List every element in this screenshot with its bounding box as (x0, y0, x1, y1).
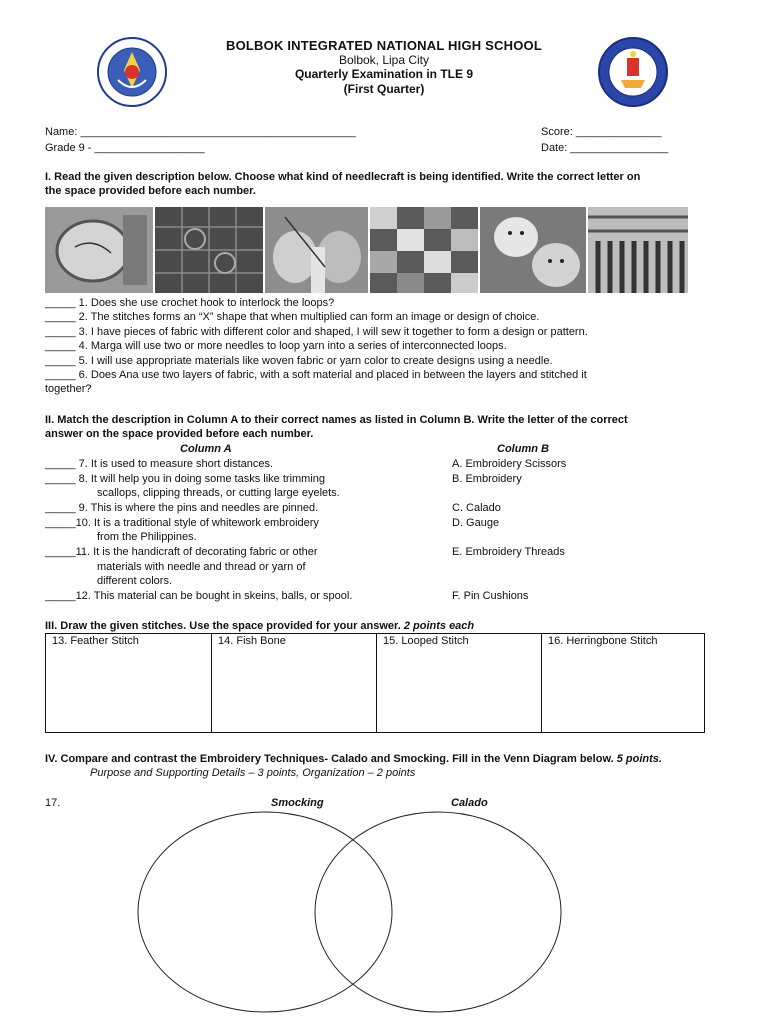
column-a-heading: Column A (180, 443, 232, 455)
part4-points: 5 points. (616, 753, 662, 765)
part1-instruction-cont: the space provided before each number. (45, 185, 256, 197)
choice-d: D. Gauge (452, 517, 500, 529)
part3-points: 2 points each (403, 620, 475, 632)
q6-cont: together? (45, 383, 92, 395)
q9: _____ 9. This is where the pins and needles are pinned. (45, 502, 319, 514)
knitting-photo (265, 207, 368, 293)
part1-instruction: I. Read the given description below. Choose what kind of needlecraft is being identified. Write the correct letter on (45, 171, 641, 183)
looped-stitch-cell[interactable]: 15. Looped Stitch (377, 634, 542, 733)
question-17-number: 17. (45, 797, 61, 809)
grade-field[interactable]: Grade 9 - __________________ (45, 142, 205, 154)
venn-right-circle[interactable] (315, 812, 561, 1012)
embroidery-hoop-photo (45, 207, 153, 293)
exam-title: Quarterly Examination in TLE 9 (294, 67, 474, 81)
exam-quarter: (First Quarter) (343, 82, 425, 96)
part3-instruction (45, 619, 474, 633)
part2-instruction: II. Match the description in Column A to their correct names as listed in Column B. Write the letter of the correct (45, 414, 628, 426)
name-field[interactable]: Name: _____________________________________________ (45, 126, 356, 138)
q10-cont: from the Philippines. (97, 531, 197, 543)
q2: _____ 2. The stitches forms an “X” shape that when multiplied can form an image or design of choice. (45, 311, 540, 323)
school-name: BOLBOK INTEGRATED NATIONAL HIGH SCHOOL (226, 38, 542, 53)
fish-bone-cell[interactable]: 14. Fish Bone (212, 634, 377, 733)
part4-instruction-text: IV. Compare and contrast the Embroidery Techniques- Calado and Smocking. Fill in the Venn Diagram below. (45, 753, 614, 765)
q3: _____ 3. I have pieces of fabric with different color and shaped, I will sew it together to form a design or pattern. (45, 326, 588, 338)
venn-left-circle[interactable] (138, 812, 392, 1012)
choice-e: E. Embroidery Threads (452, 546, 565, 558)
weaving-photo (588, 207, 688, 293)
choice-c: C. Calado (452, 502, 501, 514)
venn-label-calado: Calado (451, 797, 488, 809)
q6: _____ 6. Does Ana use two layers of fabric, with a soft material and placed in between the layers and stitched it (45, 369, 587, 381)
choice-a: A. Embroidery Scissors (452, 458, 567, 470)
q1: _____ 1. Does she use crochet hook to interlock the loops? (45, 297, 335, 309)
patchwork-photo (370, 207, 478, 293)
q11-cont-2: different colors. (97, 575, 173, 587)
q12: _____12. This material can be bought in skeins, balls, or spool. (45, 590, 353, 602)
venn-label-smocking: Smocking (271, 797, 324, 809)
herringbone-stitch-cell[interactable]: 16. Herringbone Stitch (542, 634, 705, 733)
q10: _____10. It is a traditional style of whitework embroidery (45, 517, 319, 529)
score-field[interactable]: Score: ______________ (541, 126, 662, 138)
part3-instruction-text: III. Draw the given stitches. Use the space provided for your answer. (45, 620, 401, 632)
column-b-heading: Column B (497, 443, 549, 455)
stuffed-toys-photo (480, 207, 586, 293)
q11: _____11. It is the handicraft of decorating fabric or other (45, 546, 318, 558)
q7: _____ 7. It is used to measure short distances. (45, 458, 274, 470)
choice-b: B. Embroidery (452, 473, 522, 485)
q5: _____ 5. I will use appropriate materials like woven fabric or yarn color to create designs using a needle. (45, 355, 553, 367)
choice-f: F. Pin Cushions (452, 590, 529, 602)
venn-diagram (130, 808, 630, 1018)
q8-cont: scallops, clipping threads, or cutting large eyelets. (97, 487, 340, 499)
school-city: Bolbok, Lipa City (338, 53, 430, 67)
q4: _____ 4. Marga will use two or more needles to loop yarn into a series of interconnected loops. (45, 340, 507, 352)
q8: _____ 8. It will help you in doing some tasks like trimming (45, 473, 326, 485)
feather-stitch-cell[interactable]: 13. Feather Stitch (46, 634, 212, 733)
cross-stitch-photo (155, 207, 263, 293)
date-field[interactable]: Date: ________________ (541, 142, 669, 154)
stitch-drawing-table (45, 633, 705, 733)
part2-instruction-cont: answer on the space provided before each number. (45, 428, 314, 440)
q11-cont: materials with needle and thread or yarn of (97, 561, 306, 573)
part4-instruction (45, 752, 662, 766)
part4-rubric: Purpose and Supporting Details – 3 points, Organization – 2 points (90, 767, 416, 779)
